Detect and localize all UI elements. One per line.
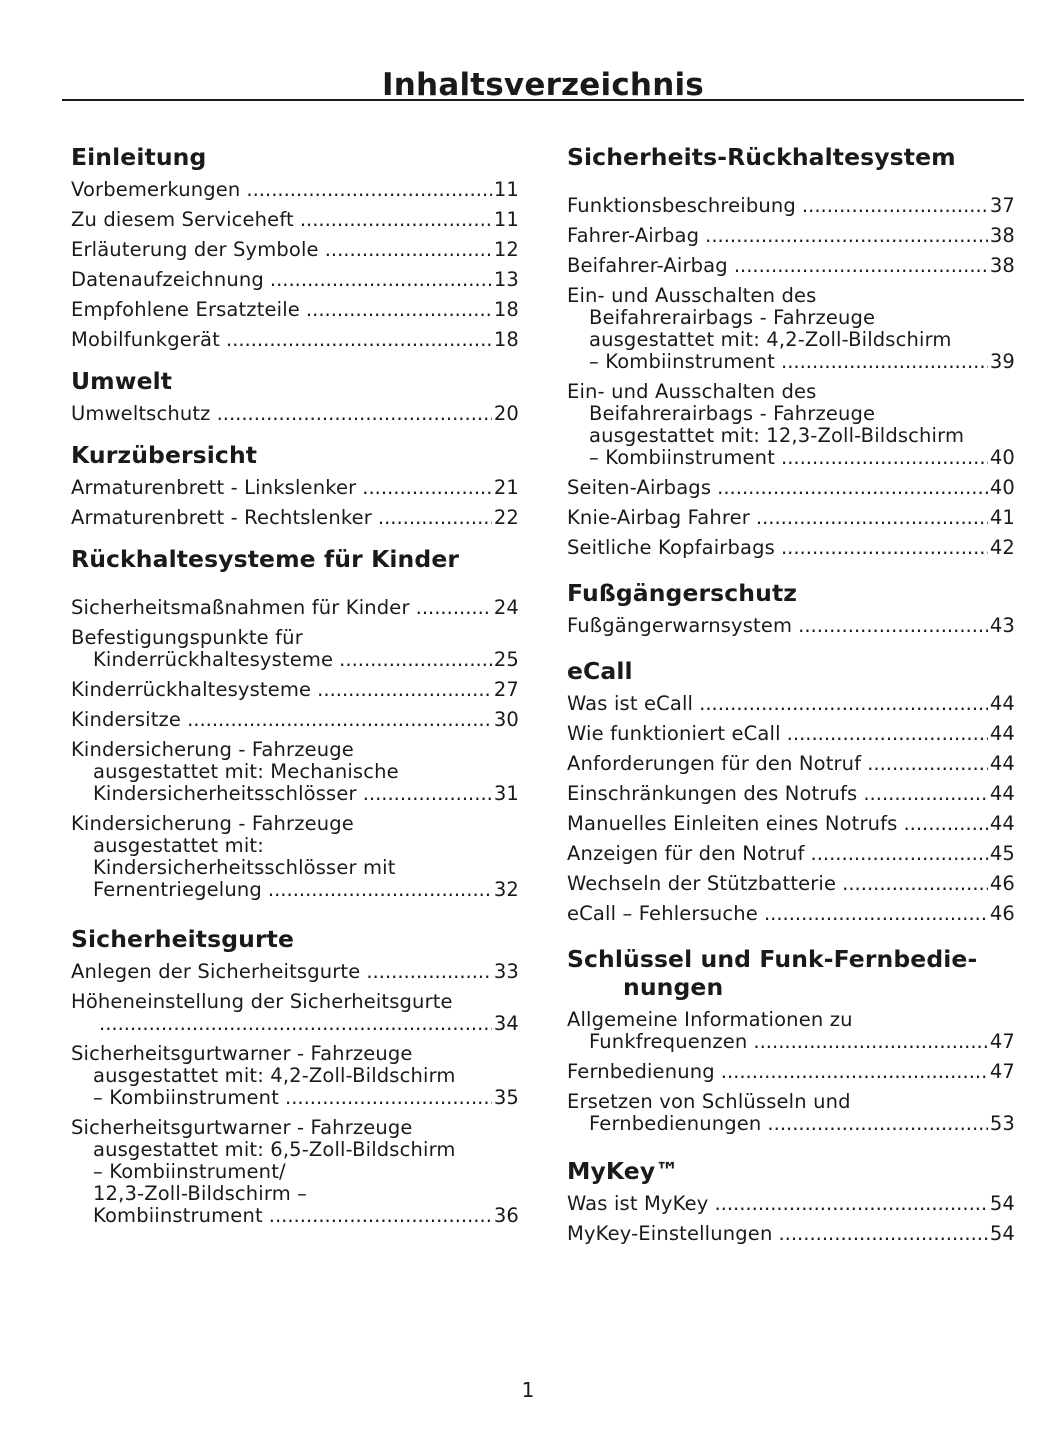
toc-section-mykey [567, 1157, 1015, 1245]
dot-leader [363, 783, 492, 805]
entry-text: Sicherheitsmaßnahmen für Kinder [71, 596, 410, 619]
toc-entry[interactable] [567, 537, 1015, 559]
toc-section-sicherheits-ruckhaltesystem [567, 143, 1015, 559]
dot-leader [99, 1013, 492, 1035]
section-heading: MyKey™ [567, 1157, 679, 1185]
toc-entry[interactable] [567, 255, 1015, 277]
page-ref: 44 [989, 782, 1015, 805]
entry-text: ausgestattet mit: 6,5-Zoll-Bildschirm [93, 1138, 456, 1161]
section-heading: Sicherheitsgurte [71, 925, 295, 953]
toc-column-left [71, 143, 519, 1235]
entry-text: – Kombiinstrument/ [93, 1160, 286, 1183]
entry-text: Beifahrerairbags - Fahrzeuge [589, 402, 876, 425]
dot-leader [246, 179, 491, 201]
page-ref: 33 [493, 960, 519, 983]
dot-leader [811, 843, 988, 865]
entry-text: Armaturenbrett - Linkslenker [71, 476, 357, 499]
entry-text: Was ist MyKey [567, 1192, 709, 1215]
page-title: Inhaltsverzeichnis [382, 66, 704, 103]
page-ref: 46 [989, 872, 1015, 895]
dot-leader [778, 1223, 987, 1245]
toc-entry[interactable] [567, 225, 1015, 247]
page-ref: 54 [989, 1222, 1015, 1245]
entry-text: Kindersicherheitsschlösser [93, 782, 357, 805]
section-heading: eCall [567, 657, 633, 685]
page-ref: 45 [989, 842, 1015, 865]
entry-text: Anzeigen für den Notruf [567, 842, 805, 865]
page-ref: 53 [989, 1112, 1015, 1135]
page-ref: 24 [493, 596, 519, 619]
entry-text: – Kombiinstrument [589, 350, 775, 373]
dot-leader [339, 649, 492, 671]
page-ref: 27 [493, 678, 519, 701]
entry-text: Fußgängerwarnsystem [567, 614, 793, 637]
entry-text: Kindersicherung - Fahrzeuge [71, 738, 354, 761]
dot-leader [317, 679, 492, 701]
section-heading: Kurzübersicht [71, 441, 258, 469]
dot-leader [285, 1087, 492, 1109]
dot-leader [842, 873, 988, 895]
page-ref: 44 [989, 722, 1015, 745]
entry-text: – Kombiinstrument [589, 446, 775, 469]
entry-text: Kinderrückhaltesysteme [71, 678, 312, 701]
page-ref: 44 [989, 752, 1015, 775]
dot-leader [802, 195, 988, 217]
toc-entry[interactable] [567, 1009, 1015, 1053]
entry-text: Manuelles Einleiten eines Notrufs [567, 812, 898, 835]
page-ref: 47 [989, 1030, 1015, 1053]
page-ref: 40 [989, 446, 1015, 469]
entry-text: Allgemeine Informationen zu [567, 1008, 853, 1031]
dot-leader [734, 255, 988, 277]
entry-text: Sicherheitsgurtwarner - Fahrzeuge [71, 1116, 413, 1139]
toc-entry[interactable] [567, 813, 1015, 835]
entry-text: Wie funktioniert eCall [567, 722, 781, 745]
entry-text: Seitliche Kopfairbags [567, 536, 775, 559]
page-ref: 38 [989, 224, 1015, 247]
toc-entry[interactable] [567, 753, 1015, 775]
entry-text: MyKey-Einstellungen [567, 1222, 773, 1245]
dot-leader [378, 507, 492, 529]
page-ref: 18 [493, 298, 519, 321]
dot-leader [781, 351, 988, 373]
page-ref: 22 [493, 506, 519, 529]
toc-entry[interactable] [567, 1091, 1015, 1135]
entry-text: Höheneinstellung der Sicherheitsgurte [71, 990, 453, 1013]
toc-entry[interactable] [71, 179, 519, 201]
page-ref: 37 [989, 194, 1015, 217]
page-ref: 44 [989, 692, 1015, 715]
toc-entry[interactable] [567, 1193, 1015, 1215]
toc-entry[interactable] [567, 783, 1015, 805]
toc-entry[interactable] [71, 627, 519, 671]
toc-section-einleitung [71, 143, 519, 351]
entry-text: 12,3-Zoll-Bildschirm – [93, 1182, 308, 1205]
toc-entry[interactable] [71, 1117, 519, 1227]
dot-leader [366, 961, 492, 983]
dot-leader [300, 209, 492, 231]
entry-text: Ein- und Ausschalten des [567, 284, 817, 307]
page-ref: 12 [493, 238, 519, 261]
page-ref: 41 [989, 506, 1015, 529]
entry-text: ausgestattet mit: 4,2-Zoll-Bildschirm [589, 328, 952, 351]
dot-leader [226, 329, 492, 351]
dot-leader [798, 615, 988, 637]
toc-entry[interactable] [71, 329, 519, 351]
entry-text: ausgestattet mit: 4,2-Zoll-Bildschirm [93, 1064, 456, 1087]
entry-text: Zu diesem Serviceheft [71, 208, 294, 231]
entry-text: Kindersitze [71, 708, 182, 731]
dot-leader [270, 269, 492, 291]
dot-leader [268, 879, 492, 901]
toc-entry[interactable] [71, 477, 519, 499]
dot-leader [721, 1061, 988, 1083]
toc-entry[interactable] [567, 1061, 1015, 1083]
toc-section-sicherheitsgurte [71, 925, 519, 1227]
toc-entry[interactable] [71, 709, 519, 731]
entry-text: Ein- und Ausschalten des [567, 380, 817, 403]
toc-section-umwelt [71, 367, 519, 425]
entry-text: Empfohlene Ersatzteile [71, 298, 300, 321]
entry-text: Kindersicherheitsschlösser mit [93, 856, 396, 879]
page-ref: 25 [493, 648, 519, 671]
page-ref: 47 [989, 1060, 1015, 1083]
page-ref: 11 [493, 208, 519, 231]
toc-entry[interactable] [71, 1043, 519, 1109]
entry-text: Was ist eCall [567, 692, 694, 715]
section-heading: Umwelt [71, 367, 173, 395]
section-heading: Sicherheits-Rückhaltesystem [567, 143, 956, 171]
entry-text: – Kombiinstrument [93, 1086, 279, 1109]
toc-entry[interactable] [71, 507, 519, 529]
dot-leader [903, 813, 987, 835]
toc-entry[interactable] [567, 507, 1015, 529]
section-heading: Schlüssel und Funk-Fernbedie- nungen [567, 945, 978, 1001]
entry-text: ausgestattet mit: 12,3-Zoll-Bildschirm [589, 424, 965, 447]
dot-leader [705, 225, 988, 247]
entry-text: Seiten-Airbags [567, 476, 712, 499]
dot-leader [362, 477, 492, 499]
dot-leader [325, 239, 492, 261]
toc-entry[interactable] [567, 477, 1015, 499]
section-heading: Einleitung [71, 143, 207, 171]
page-ref: 35 [493, 1086, 519, 1109]
section-heading: Fußgängerschutz [567, 579, 798, 607]
page-ref: 34 [493, 1012, 519, 1035]
entry-text: Datenaufzeichnung [71, 268, 264, 291]
toc-entry[interactable] [71, 813, 519, 901]
page-ref: 30 [493, 708, 519, 731]
toc-entry[interactable] [567, 615, 1015, 637]
entry-text: Sicherheitsgurtwarner - Fahrzeuge [71, 1042, 413, 1065]
page-ref: 46 [989, 902, 1015, 925]
page-ref: 54 [989, 1192, 1015, 1215]
entry-text: Beifahrerairbags - Fahrzeuge [589, 306, 876, 329]
toc-section-ecall [567, 657, 1015, 925]
page-ref: 20 [493, 402, 519, 425]
entry-text: Einschränkungen des Notrufs [567, 782, 858, 805]
page-ref: 38 [989, 254, 1015, 277]
toc-section-ruckhaltesysteme-fur-kinder [71, 545, 519, 901]
entry-text: Funktionsbeschreibung [567, 194, 796, 217]
entry-text: ausgestattet mit: Mechanische [93, 760, 399, 783]
page-ref: 39 [989, 350, 1015, 373]
toc-section-fussgangerschutz [567, 579, 1015, 637]
toc-entry[interactable] [71, 739, 519, 805]
dot-leader [781, 537, 988, 559]
page-ref: 40 [989, 476, 1015, 499]
entry-text: Armaturenbrett - Rechtslenker [71, 506, 372, 529]
section-heading: Rückhaltesysteme für Kinder [71, 545, 460, 573]
entry-text: Fernentriegelung [93, 878, 262, 901]
entry-text: Funkfrequenzen [589, 1030, 748, 1053]
entry-text: Befestigungspunkte für [71, 626, 303, 649]
toc-entry[interactable] [71, 597, 519, 619]
page-ref: 13 [493, 268, 519, 291]
page-ref: 43 [989, 614, 1015, 637]
toc-entry[interactable] [567, 723, 1015, 745]
toc-entry[interactable] [71, 991, 519, 1035]
entry-text: Fahrer-Airbag [567, 224, 700, 247]
dot-leader [867, 753, 988, 775]
toc-section-schlussel-und-funk-fernbedie [567, 945, 1015, 1135]
page-ref: 11 [493, 178, 519, 201]
dot-leader [764, 903, 988, 925]
entry-text: Umweltschutz [71, 402, 211, 425]
dot-leader [753, 1031, 987, 1053]
dot-leader [699, 693, 988, 715]
entry-text: Kombiinstrument [93, 1204, 263, 1227]
toc-entry[interactable] [71, 679, 519, 701]
entry-text: Ersetzen von Schlüsseln und [567, 1090, 851, 1113]
dot-leader [717, 477, 988, 499]
toc-entry[interactable] [567, 903, 1015, 925]
entry-text: Erläuterung der Symbole [71, 238, 319, 261]
toc-entry[interactable] [71, 239, 519, 261]
toc-entry[interactable] [567, 1223, 1015, 1245]
page-ref: 18 [493, 328, 519, 351]
toc-entry[interactable] [71, 299, 519, 321]
toc-entry[interactable] [567, 285, 1015, 373]
page-number: 1 [521, 1378, 535, 1402]
toc-entry[interactable] [71, 209, 519, 231]
toc-entry[interactable] [567, 843, 1015, 865]
entry-text: Fernbedienungen [589, 1112, 762, 1135]
toc-entry[interactable] [567, 873, 1015, 895]
dot-leader [416, 597, 492, 619]
dot-leader [269, 1205, 492, 1227]
toc-entry[interactable] [567, 693, 1015, 715]
dot-leader [187, 709, 492, 731]
entry-text: Anlegen der Sicherheitsgurte [71, 960, 361, 983]
entry-text: Knie-Airbag Fahrer [567, 506, 750, 529]
entry-text: Kinderrückhaltesysteme [93, 648, 334, 671]
entry-text: Anforderungen für den Notruf [567, 752, 862, 775]
toc-entry[interactable] [71, 269, 519, 291]
dot-leader [787, 723, 988, 745]
toc-entry[interactable] [567, 381, 1015, 469]
page-ref: 32 [493, 878, 519, 901]
entry-text: Vorbemerkungen [71, 178, 241, 201]
toc-entry[interactable] [567, 195, 1015, 217]
page-ref: 36 [493, 1204, 519, 1227]
entry-text: Kindersicherung - Fahrzeuge [71, 812, 354, 835]
dot-leader [756, 507, 988, 529]
entry-text: ausgestattet mit: [93, 834, 264, 857]
toc-entry[interactable] [71, 961, 519, 983]
entry-text: eCall – Fehlersuche [567, 902, 758, 925]
entry-text: Wechseln der Stützbatterie [567, 872, 837, 895]
dot-leader [767, 1113, 987, 1135]
page-ref: 31 [493, 782, 519, 805]
dot-leader [306, 299, 492, 321]
page-ref: 42 [989, 536, 1015, 559]
dot-leader [781, 447, 988, 469]
toc-column-right [567, 143, 1015, 1253]
entry-text: Mobilfunkgerät [71, 328, 220, 351]
dot-leader [217, 403, 492, 425]
entry-text: Beifahrer-Airbag [567, 254, 728, 277]
dot-leader [714, 1193, 987, 1215]
toc-section-kurzubersicht [71, 441, 519, 529]
page-ref: 21 [493, 476, 519, 499]
toc-entry[interactable] [71, 403, 519, 425]
title-divider [62, 99, 1024, 101]
dot-leader [863, 783, 988, 805]
entry-text: Fernbedienung [567, 1060, 715, 1083]
page-ref: 44 [989, 812, 1015, 835]
